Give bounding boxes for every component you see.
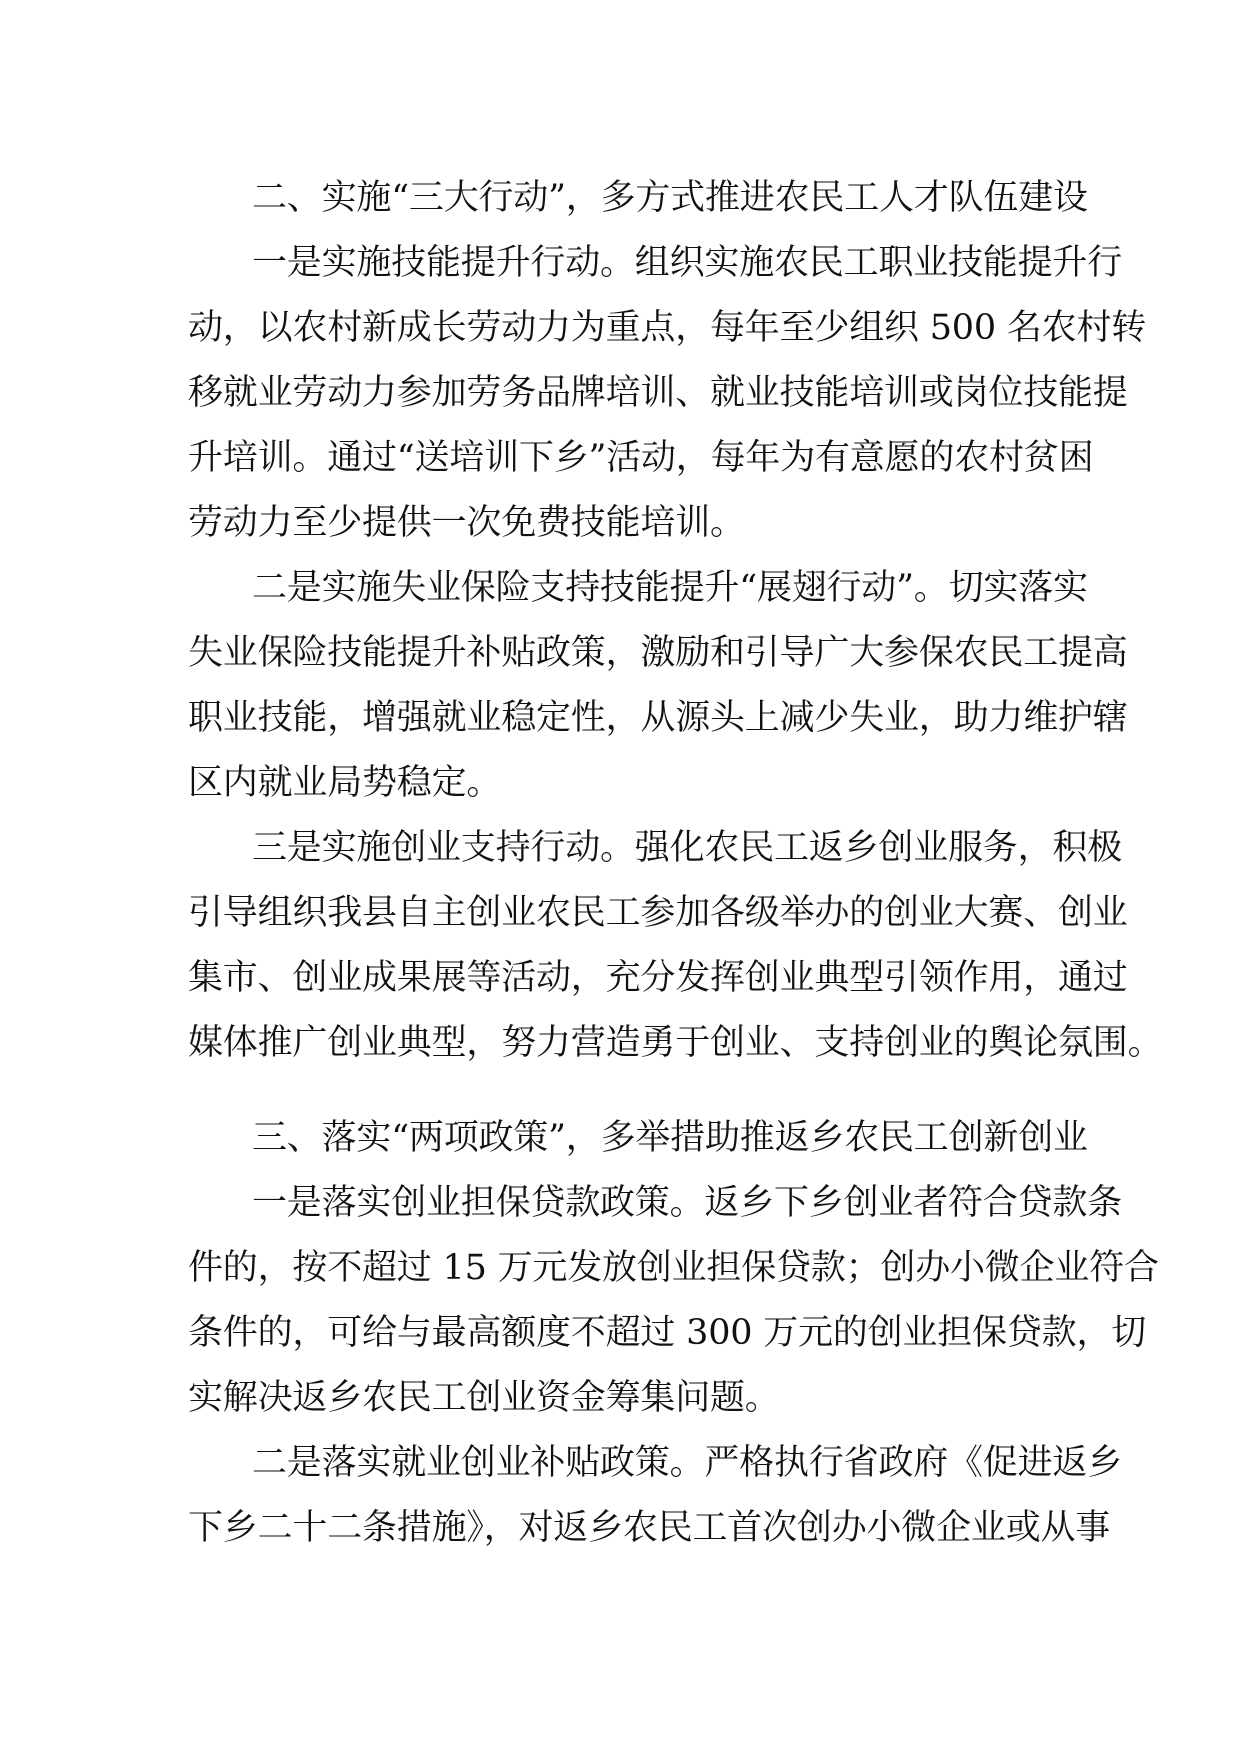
section-heading: 二、实施“三大行动”，多方式推进农民工人才队伍建设 <box>252 178 1088 218</box>
paragraph-line: 集市、创业成果展等活动，充分发挥创业典型引领作用，通过 <box>188 958 1128 998</box>
section-heading: 三、落实“两项政策”，多举措助推返乡农民工创新创业 <box>252 1118 1088 1158</box>
paragraph-line: 件的，按不超过 15 万元发放创业担保贷款；创办小微企业符合 <box>188 1248 1159 1288</box>
paragraph <box>188 1431 1123 1561</box>
paragraph-line: 移就业劳动力参加劳务品牌培训、就业技能培训或岗位技能提 <box>188 373 1128 413</box>
paragraph-line: 一是实施技能提升行动。组织实施农民工职业技能提升行 <box>252 243 1123 283</box>
paragraph-line: 实解决返乡农民工创业资金筹集问题。 <box>188 1378 780 1418</box>
paragraph <box>188 231 1147 556</box>
paragraph-line: 三是实施创业支持行动。强化农民工返乡创业服务，积极 <box>252 828 1123 868</box>
paragraph-line: 职业技能，增强就业稳定性，从源头上减少失业，助力维护辖 <box>188 698 1128 738</box>
paragraph <box>188 816 1163 1076</box>
paragraph-line: 劳动力至少提供一次免费技能培训。 <box>188 503 745 543</box>
paragraph-line: 一是落实创业担保贷款政策。返乡下乡创业者符合贷款条 <box>252 1183 1123 1223</box>
paragraph-line: 引导组织我县自主创业农民工参加各级举办的创业大赛、创业 <box>188 893 1128 933</box>
paragraph-line: 下乡二十二条措施》，对返乡农民工首次创办小微企业或从事 <box>188 1508 1111 1548</box>
paragraph-line: 区内就业局势稳定。 <box>188 763 502 803</box>
paragraph <box>188 1171 1159 1431</box>
paragraph-line: 二是落实就业创业补贴政策。严格执行省政府《促进返乡 <box>252 1443 1123 1483</box>
paragraph-line: 媒体推广创业典型，努力营造勇于创业、支持创业的舆论氛围。 <box>188 1023 1163 1063</box>
document-body <box>188 166 1163 1561</box>
section-spacer <box>188 1076 1058 1106</box>
paragraph-line: 动，以农村新成长劳动力为重点，每年至少组织 500 名农村转 <box>188 308 1147 348</box>
paragraph-line: 二是实施失业保险支持技能提升“展翅行动”。切实落实 <box>252 568 1088 608</box>
paragraph-line: 条件的，可给与最高额度不超过 300 万元的创业担保贷款，切 <box>188 1313 1147 1353</box>
paragraph-line: 升培训。通过“送培训下乡”活动，每年为有意愿的农村贫困 <box>188 438 1094 478</box>
paragraph-line: 失业保险技能提升补贴政策，激励和引导广大参保农民工提高 <box>188 633 1128 673</box>
paragraph <box>188 556 1128 816</box>
